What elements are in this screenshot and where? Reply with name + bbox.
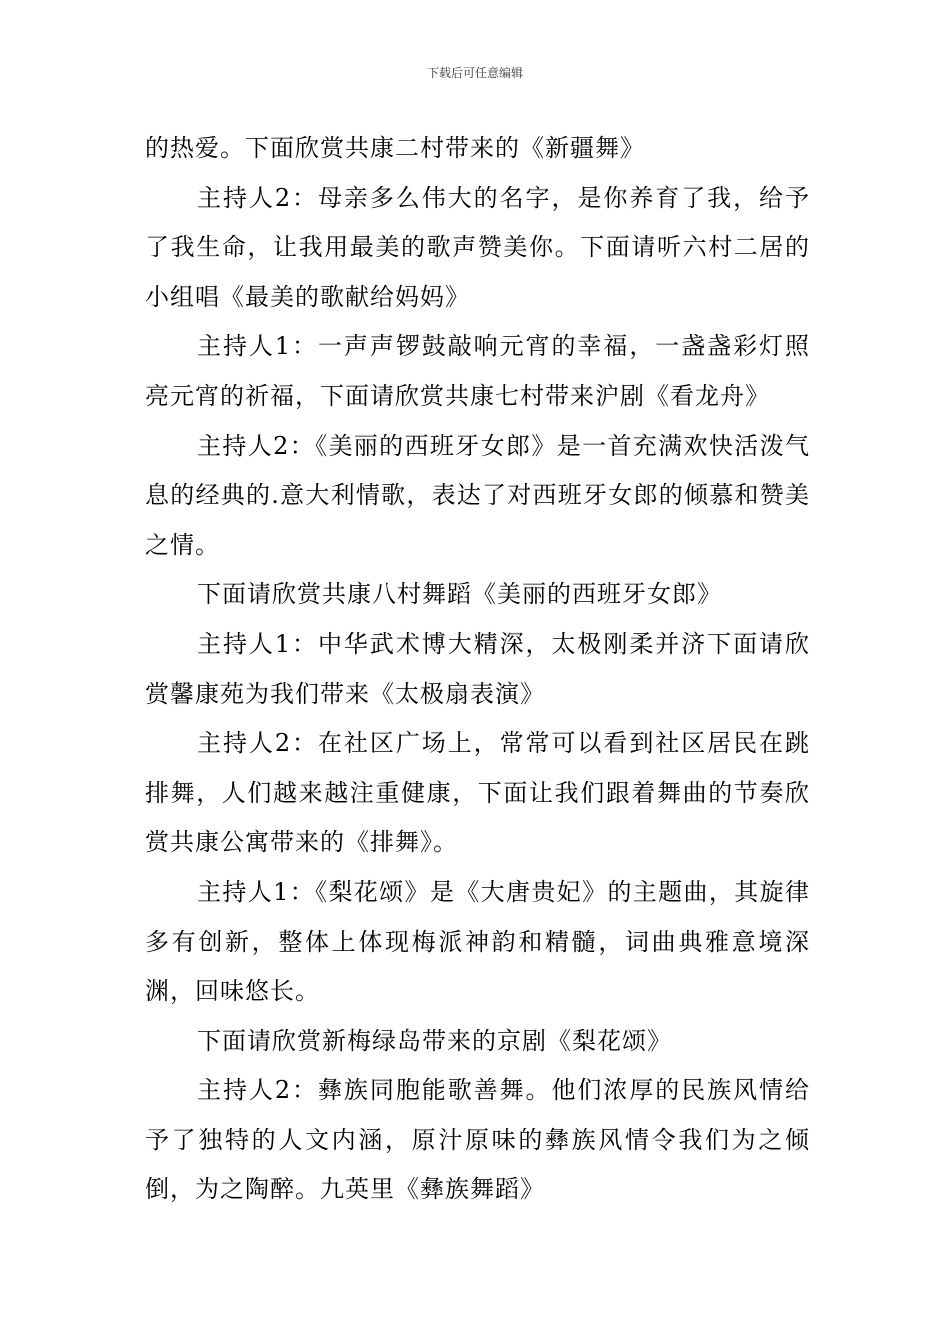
- paragraph-host2-yi-dance: 主持人2：彝族同胞能歌善舞。他们浓厚的民族风情给予了独特的人文内涵，原汁原味的彝族风情令我们为之倾倒，为之陶醉。九英里《彝族舞蹈》: [145, 1076, 810, 1204]
- paragraph-host2-spanish-girl: 主持人2：《美丽的西班牙女郎》是一首充满欢快活泼气息的经典的.意大利情歌，表达了对西班牙女郎的倾慕和赞美之情。: [145, 431, 810, 559]
- paragraph-continuation: 的热爱。下面欣赏共康二村带来的《新疆舞》: [145, 134, 645, 162]
- paragraph-peking-opera-intro: 下面请欣赏新梅绿岛带来的京剧《梨花颂》: [197, 1026, 672, 1055]
- paragraph-host1-taichi: 主持人1：中华武术博大精深，太极刚柔并济下面请欣赏馨康苑为我们带来《太极扇表演》: [145, 629, 810, 708]
- paragraph-host1-lantern: 主持人1：一声声锣鼓敲响元宵的幸福，一盏盏彩灯照亮元宵的祈福，下面请欣赏共康七村带来沪剧《看龙舟》: [145, 332, 810, 410]
- header-note: 下载后可任意编辑: [426, 66, 523, 80]
- paragraph-host2-line-dance: 主持人2：在社区广场上，常常可以看到社区居民在跳排舞，人们越来越注重健康，下面让我们跟着舞曲的节奏欣赏共康公寓带来的《排舞》。: [145, 729, 810, 857]
- paragraph-host2-mother: 主持人2：母亲多么伟大的名字，是你养育了我，给予了我生命，让我用最美的歌声赞美你。下面请听六村二居的小组唱《最美的歌献给妈妈》: [145, 183, 810, 311]
- paragraph-spanish-dance-intro: 下面请欣赏共康八村舞蹈《美丽的西班牙女郎》: [197, 580, 722, 609]
- paragraph-host1-lihuasong: 主持人1：《梨花颂》是《大唐贵妃》的主题曲，其旋律多有创新，整体上体现梅派神韵和精髓，词曲典雅意境深渊，回味悠长。: [145, 877, 810, 1006]
- document-body: [145, 124, 810, 1215]
